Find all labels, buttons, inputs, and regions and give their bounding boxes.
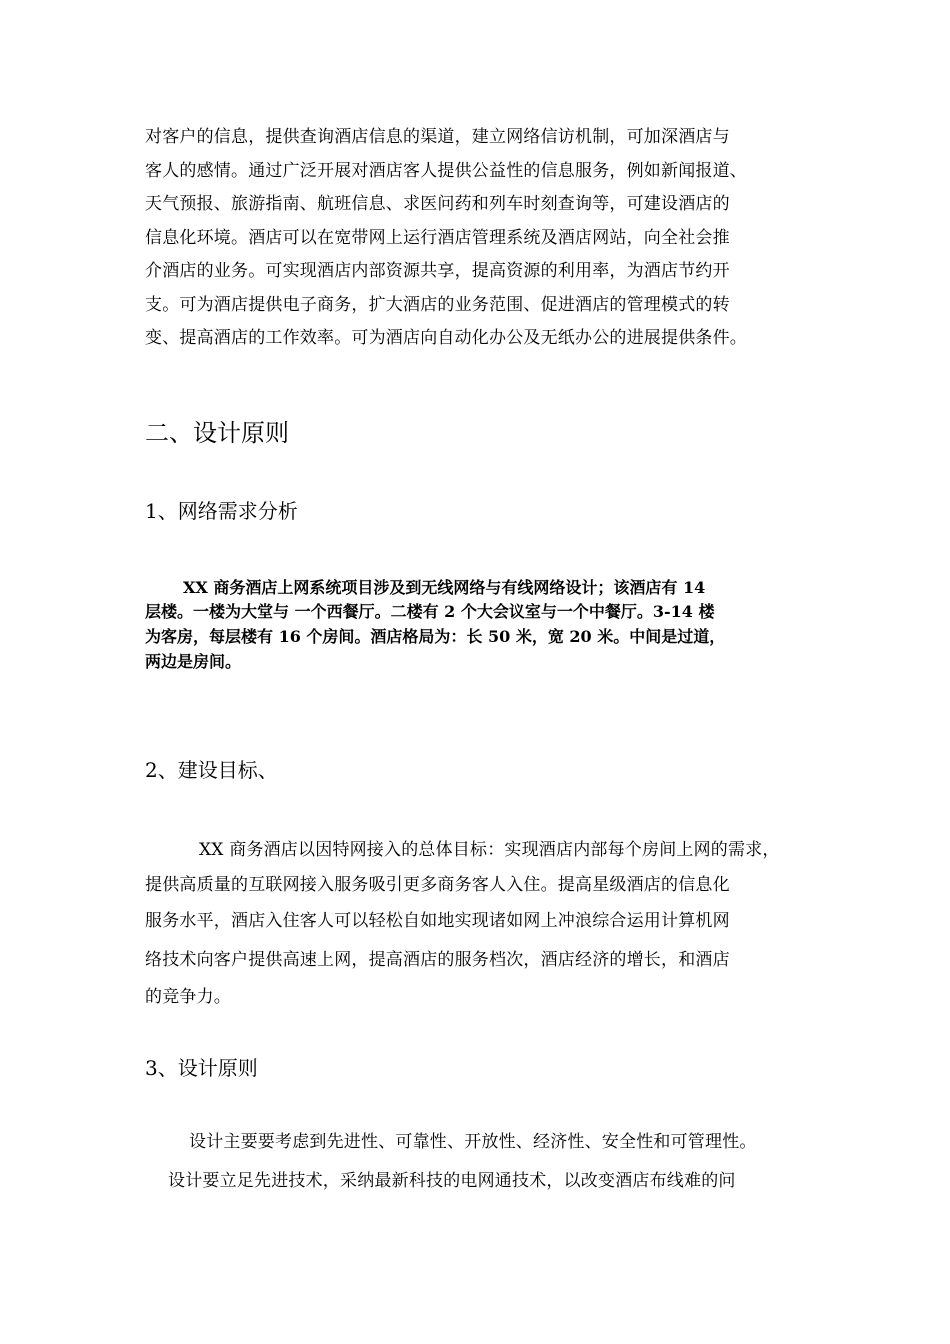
sub2-line-1: XX 商务酒店以因特网接入的总体目标：实现酒店内部每个房间上网的需求， xyxy=(199,840,780,860)
sub3-title: 3、设计原则 xyxy=(145,1056,258,1080)
intro-line-3: 天气预报、旅游指南、航班信息、求医问药和列车时刻查询等，可建设酒店的 xyxy=(145,194,730,214)
intro-line-4: 信息化环境。酒店可以在宽带网上运行酒店管理系统及酒店网站，向全社会推 xyxy=(145,228,730,248)
section-title: 二、设计原则 xyxy=(145,419,289,447)
sub2-line-3: 服务水平，酒店入住客人可以轻松自如地实现诸如网上冲浪综合运用计算机网 xyxy=(145,911,730,931)
sub3-line-1: 设计主要要考虑到先进性、可靠性、开放性、经济性、安全性和可管理性。 xyxy=(189,1132,757,1152)
intro-line-1: 对客户的信息，提供查询酒店信息的渠道，建立网络信访机制，可加深酒店与 xyxy=(145,127,730,147)
sub1-line-2: 层楼。一楼为大堂与 一个西餐厅。二楼有 2 个大会议室与一个中餐厅。3-14 楼 xyxy=(145,602,715,621)
sub2-title: 2、建设目标、 xyxy=(145,758,278,782)
sub1-line-4: 两边是房间。 xyxy=(145,652,242,671)
sub3-line-2: 设计要立足先进技术，采纳最新科技的电网通技术，以改变酒店布线难的问 xyxy=(168,1171,736,1191)
intro-line-6: 支。可为酒店提供电子商务，扩大酒店的业务范围、促进酒店的管理模式的转 xyxy=(145,295,730,315)
sub1-line-3: 为客房，每层楼有 16 个房间。酒店格局为：长 50 米，宽 20 米。中间是过道， xyxy=(145,627,726,646)
sub1-line-1: XX 商务酒店上网系统项目涉及到无线网络与有线网络设计；该酒店有 14 xyxy=(183,578,706,597)
sub2-line-5: 的竞争力。 xyxy=(145,987,231,1007)
intro-line-5: 介酒店的业务。可实现酒店内部资源共享，提高资源的利用率，为酒店节约开 xyxy=(145,261,730,281)
intro-line-2: 客人的感情。通过广泛开展对酒店客人提供公益性的信息服务，例如新闻报道、 xyxy=(145,161,747,181)
sub1-title: 1、网络需求分析 xyxy=(145,499,298,523)
sub2-line-4: 络技术向客户提供高速上网，提高酒店的服务档次，酒店经济的增长，和酒店 xyxy=(145,950,730,970)
sub2-line-2: 提供高质量的互联网接入服务吸引更多商务客人入住。提高星级酒店的信息化 xyxy=(145,875,730,895)
intro-line-7: 变、提高酒店的工作效率。可为酒店向自动化办公及无纸办公的进展提供条件。 xyxy=(145,328,747,348)
